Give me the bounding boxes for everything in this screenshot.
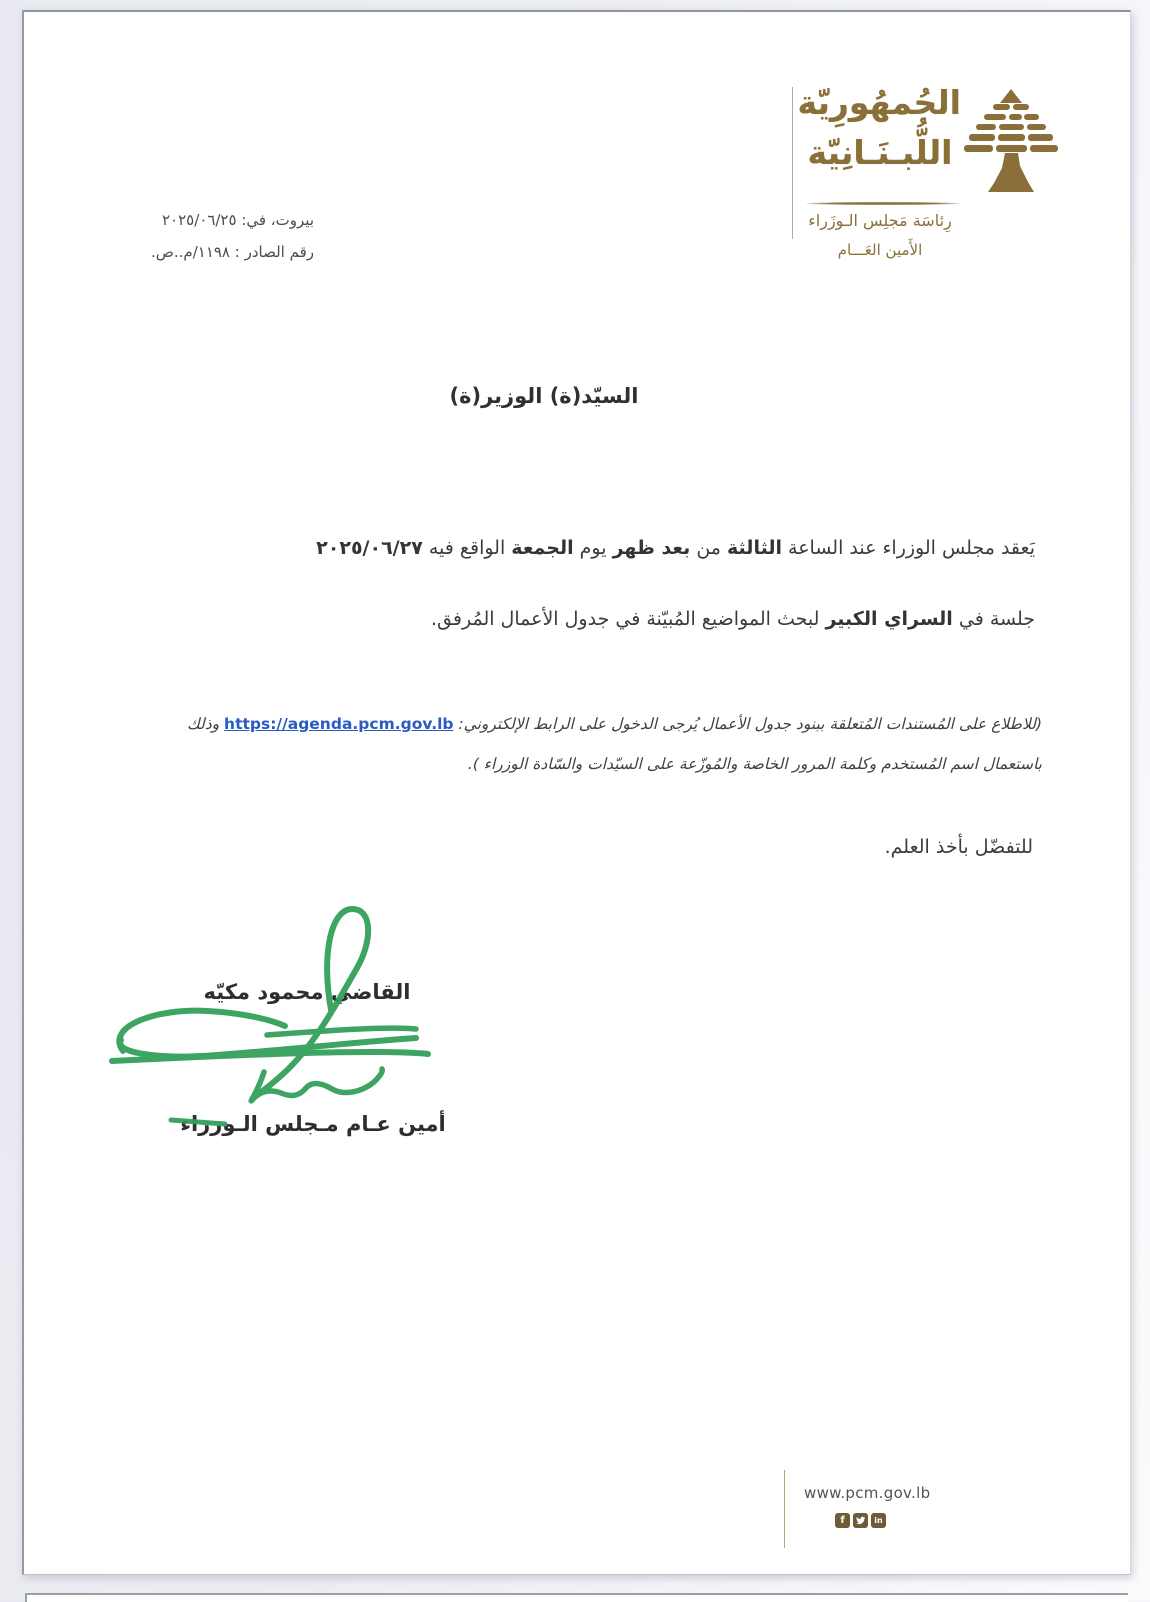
body-bold-serail: السراي الكبير [825,608,953,630]
org-role: الأَمين العَـــام [837,241,923,259]
next-page-edge [25,1593,1128,1602]
body-bold-day: الجمعة [511,537,574,559]
body-bold-afternoon: بعد ظهر [612,537,691,559]
note-line-1 [187,715,1042,733]
body-text: لبحث المواضيع المُبيّنة في جدول الأعمال المُرفق. [431,608,826,630]
meta-block [119,204,314,268]
signatory-title: أمين عـام مـجلس الـوزراء [180,1112,446,1136]
note-text: وذلك [186,715,225,733]
reference-number: رقم الصادر : ١١٩٨/م..ص. [150,243,314,261]
body-bold-time: الثالثة [727,537,782,559]
republic-line2: اللُّبـنَـانِيّة [807,133,953,172]
body-text: يَعقد مجلس الوزراء عند الساعة [781,537,1035,559]
footer-website: www.pcm.gov.lb [804,1484,931,1502]
letter-page [22,10,1131,1575]
body-bold-date: ٢٠٢٥/٠٦/٢٧ [316,537,423,559]
body-text: يوم [573,537,613,559]
note-text: (للاطلاع على المُستندات المُتعلقة ببنود جدول الأعمال يُرجى الدخول على الرابط الإلكتروني: [453,715,1042,733]
republic-line1: الجُمهُورِيّة [797,83,961,122]
facebook-icon[interactable]: f [835,1513,850,1528]
note-line-2: باستعمال اسم المُستخدم وكلمة المرور الخاصة والمُوزّعة على السيّدات والسّادة الوزراء ). [467,755,1042,773]
body-text: من [690,537,728,559]
body-line-2 [431,608,1035,630]
body-text: جلسة في [952,608,1035,630]
linkedin-icon[interactable]: in [871,1513,886,1528]
body-text: الواقع فيه [422,537,512,559]
footer-social-icons [835,1513,886,1528]
twitter-icon[interactable] [853,1513,868,1528]
signatory-name: القاضي محمود مكيّه [203,980,411,1004]
letterhead-divider [807,202,959,205]
handwritten-signature [69,892,461,1140]
agenda-link[interactable]: https://agenda.pcm.gov.lb [224,715,454,733]
salutation: السيّد(ة) الوزير(ة) [449,384,639,408]
body-line-1 [316,537,1035,559]
footer-separator-line [784,1470,785,1548]
republic-calligraphy [799,78,961,178]
place-date: بيروت، في: ٢٠٢٥/٠٦/٢٥ [161,211,314,229]
org-name: رِئاسَة مَجلِس الـوزَراء [808,211,952,230]
closing-line: للتفضّل بأخذ العلم. [884,836,1033,858]
cedar-tree-icon [960,86,1062,196]
